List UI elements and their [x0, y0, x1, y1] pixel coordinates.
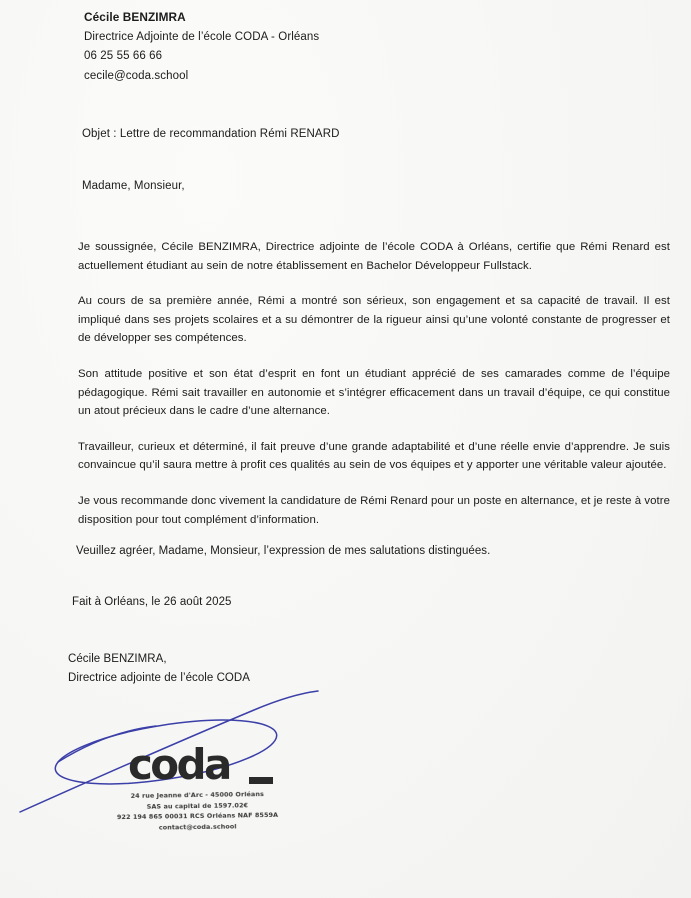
footer-capital: SAS au capital de 1597.02€ — [146, 800, 249, 811]
sender-title: Directrice Adjointe de l’école CODA - Orléans — [84, 30, 320, 43]
sender-phone: 06 25 55 66 66 — [84, 50, 163, 62]
salutation: Madame, Monsieur, — [82, 180, 185, 192]
body-paragraph: Son attitude positive et son état d’esprit en font un étudiant apprécié de ses camarades comme de l’équipe pédagogique. Rémi sait travailler en autonomie et s’intégrer efficacement dans un travail d’équipe, ce qui constitue un atout précieux dans le cadre d’une alternance. — [78, 367, 670, 418]
body-paragraph: Je vous recommande donc vivement la candidature de Rémi Renard pour un poste en alternance, et je reste à votre disposition pour tout complément d’information. — [78, 494, 670, 526]
body-paragraph: Je soussignée, Cécile BENZIMRA, Directrice adjointe de l’école CODA à Orléans, certifie que Rémi Renard est actuellement étudiant au sein de notre établissement en Bachelor Développeur Fullstack. — [78, 241, 670, 272]
body-paragraph: Au cours de sa première année, Rémi a montré son sérieux, son engagement et sa capacité de travail. Il est impliqué dans ses projets scolaires et a su démontrer de la rigueur ainsi qu’une volonté constante de progresser et de développer ses compétences. — [78, 295, 670, 345]
sender-block — [84, 8, 319, 86]
subject-line: Objet : Lettre de recommandation Rémi RENARD — [82, 128, 340, 140]
date-line: Fait à Orléans, le 26 août 2025 — [72, 596, 232, 608]
footer-legal — [0, 787, 395, 835]
logo-wordmark: coda — [128, 740, 230, 789]
letter-body — [78, 238, 670, 546]
signatory-title: Directrice adjointe de l’école CODA — [68, 672, 250, 684]
closing-line: Veuillez agréer, Madame, Monsieur, l’expression de mes salutations distinguées. — [76, 545, 491, 557]
footer-address: 24 rue Jeanne d'Arc - 45000 Orléans — [130, 790, 264, 800]
footer-email: contact@coda.school — [158, 822, 237, 832]
footer-registration: 922 194 865 00031 RCS Orléans NAF 8559A — [116, 811, 279, 822]
body-paragraph: Travailleur, curieux et déterminé, il fait preuve d’une grande adaptabilité et d’une réelle envie d’apprendre. Je suis convaincue qu’il saura mettre à profit ces qualités au sein de vos équipes et y apporter une véritable valeur ajoutée. — [78, 440, 670, 472]
sender-name: Cécile BENZIMRA — [84, 10, 186, 24]
signature-block — [68, 650, 250, 688]
signatory-name: Cécile BENZIMRA, — [68, 653, 167, 665]
logo-underscore-icon — [249, 777, 273, 784]
sender-email: cecile@coda.school — [84, 69, 189, 82]
